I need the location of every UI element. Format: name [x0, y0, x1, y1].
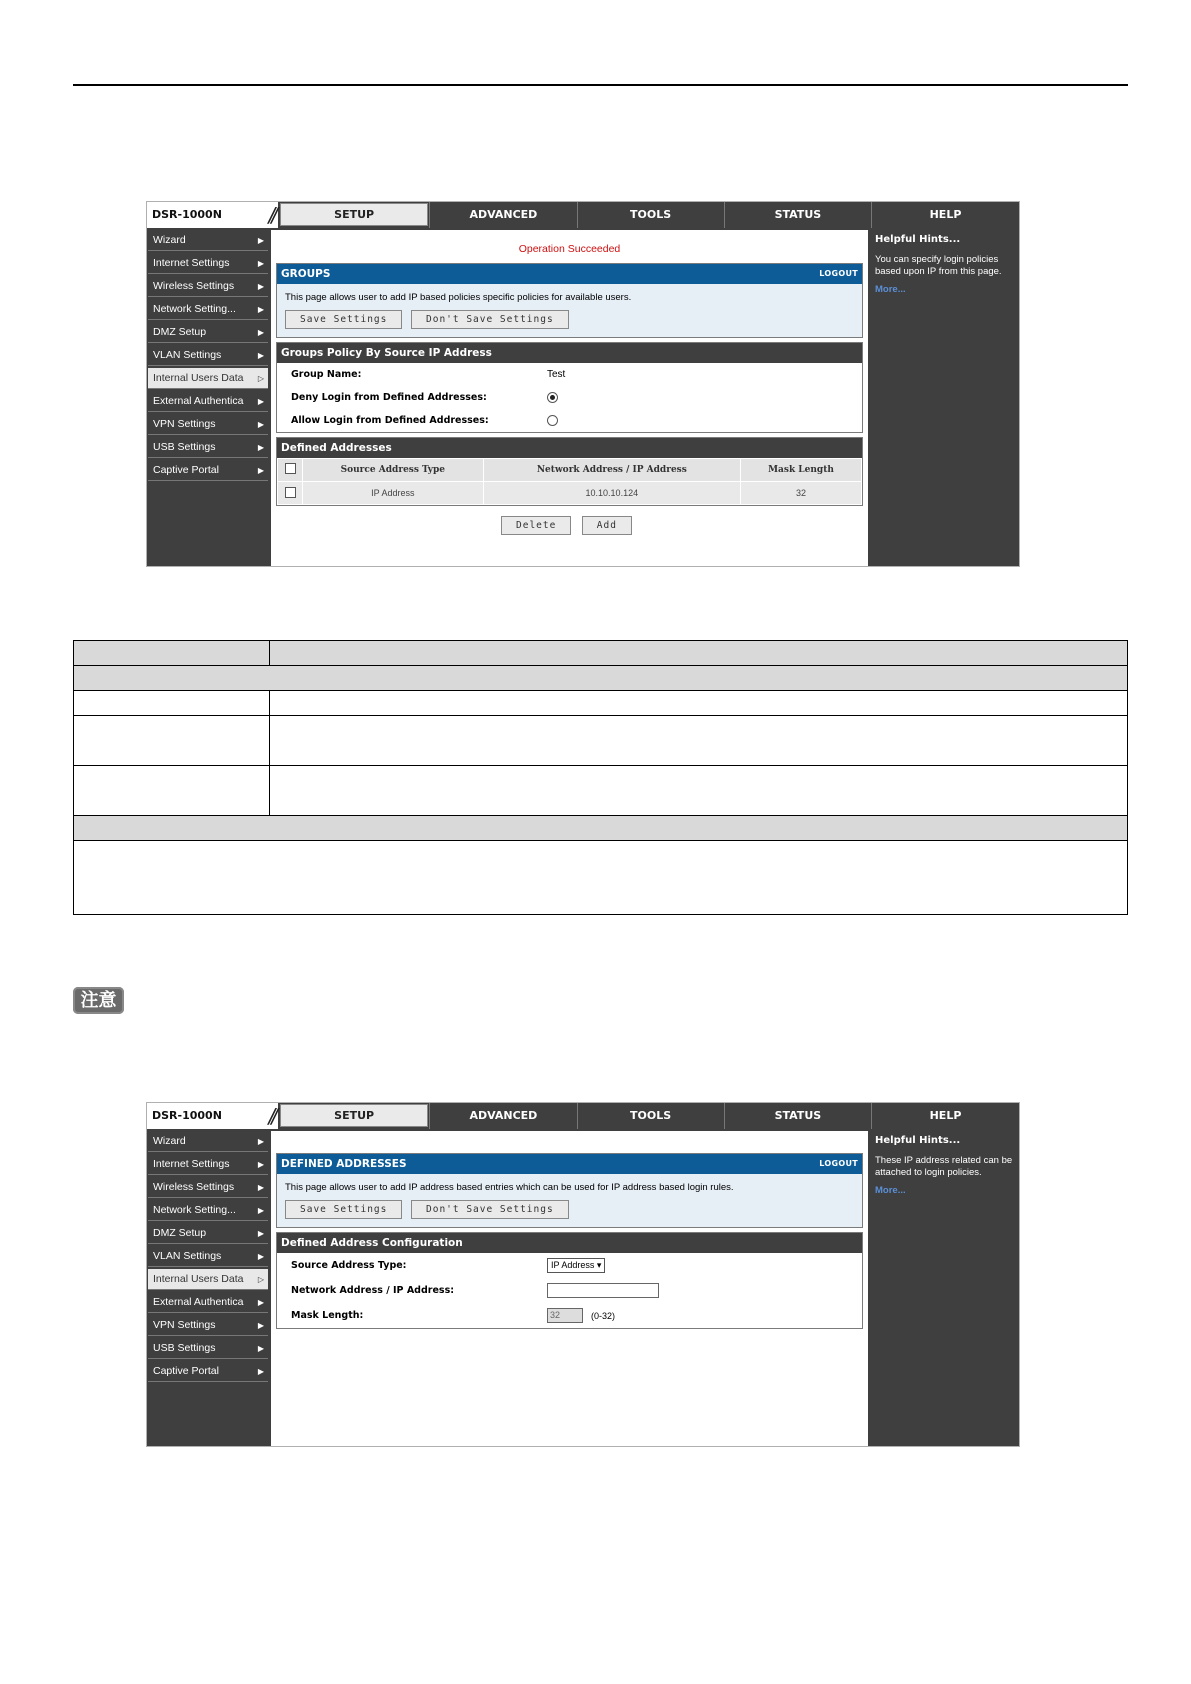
sidebar-item-vlan-settings[interactable]: VLAN Settings ▶: [148, 345, 268, 366]
sidebar: [148, 230, 268, 483]
defined-addresses-panel: [276, 1153, 863, 1228]
mask-length-input[interactable]: 32: [547, 1308, 583, 1323]
help-more-link[interactable]: More...: [875, 1185, 906, 1196]
sidebar-item-captive-portal[interactable]: Captive Portal ▶: [148, 460, 268, 481]
allow-login-radio[interactable]: [547, 415, 558, 426]
arrow-right-icon: ▶: [257, 1367, 264, 1376]
groups-description: This page allows user to add IP based policies specific policies for available users.: [285, 292, 632, 303]
sidebar-item-internal-users-data[interactable]: Internal Users Data ▷: [148, 1269, 268, 1290]
arrow-right-icon: ▶: [257, 1137, 264, 1146]
sidebar-item-network-settings[interactable]: Network Setting... ▶: [148, 1200, 268, 1221]
table-cell: [74, 766, 270, 816]
select-all-checkbox[interactable]: [285, 463, 296, 474]
network-address-label: Network Address / IP Address:: [291, 1285, 455, 1296]
address-config-panel: [276, 1232, 863, 1329]
defined-addresses-header: Defined Addresses: [277, 438, 862, 458]
save-settings-button[interactable]: Save Settings: [285, 310, 402, 329]
defined-addresses-screenshot: [146, 1102, 1020, 1447]
help-title: Helpful Hints...: [875, 234, 961, 245]
table-cell: 32: [741, 482, 862, 505]
main-content: [271, 230, 868, 566]
arrow-right-outline-icon: ▷: [257, 374, 264, 383]
logout-link[interactable]: LOGOUT: [819, 269, 858, 278]
sidebar-item-dmz-setup[interactable]: DMZ Setup ▶: [148, 1223, 268, 1244]
sidebar: [148, 1131, 268, 1384]
help-panel: [871, 1131, 1019, 1446]
sidebar-item-vlan-settings[interactable]: VLAN Settings ▶: [148, 1246, 268, 1267]
groups-panel: [276, 263, 863, 338]
arrow-right-icon: ▶: [257, 1229, 264, 1238]
help-text: You can specify login policies based upon IP from this page.: [875, 254, 1002, 277]
table-cell: [270, 766, 1128, 816]
dont-save-settings-button[interactable]: Don't Save Settings: [411, 1200, 569, 1219]
table-section-row: [74, 816, 1128, 841]
sidebar-item-network-settings[interactable]: Network Setting... ▶: [148, 299, 268, 320]
arrow-right-icon: ▶: [257, 305, 264, 314]
group-name-label: Group Name:: [291, 369, 362, 380]
operation-status-message: Operation Succeeded: [518, 243, 621, 255]
tab-status[interactable]: STATUS: [724, 202, 871, 228]
table-cell: [74, 691, 270, 716]
arrow-right-icon: ▶: [257, 1298, 264, 1307]
table-cell: [74, 841, 1128, 915]
add-button[interactable]: Add: [582, 516, 632, 535]
arrow-right-icon: ▶: [257, 1321, 264, 1330]
policy-header: Groups Policy By Source IP Address: [277, 343, 862, 363]
defined-addresses-description-box: [277, 1174, 862, 1227]
sidebar-item-vpn-settings[interactable]: VPN Settings ▶: [148, 414, 268, 435]
arrow-right-outline-icon: ▷: [257, 1275, 264, 1284]
sidebar-item-wizard[interactable]: Wizard ▶: [148, 1131, 268, 1152]
sidebar-item-internet-settings[interactable]: Internet Settings ▶: [148, 1154, 268, 1175]
sidebar-item-wireless-settings[interactable]: Wireless Settings ▶: [148, 276, 268, 297]
note-badge: 注意: [73, 987, 124, 1014]
logout-link[interactable]: LOGOUT: [819, 1159, 858, 1168]
sidebar-item-dmz-setup[interactable]: DMZ Setup ▶: [148, 322, 268, 343]
product-logo: DSR-1000N //: [147, 202, 278, 228]
tab-advanced[interactable]: ADVANCED: [429, 1103, 576, 1129]
column-header: Network Address / IP Address: [483, 459, 740, 482]
tab-help[interactable]: HELP: [871, 202, 1019, 228]
source-address-type-row: [277, 1253, 862, 1278]
network-address-input[interactable]: [547, 1283, 659, 1298]
sidebar-item-usb-settings[interactable]: USB Settings ▶: [148, 1338, 268, 1359]
table-cell: [270, 716, 1128, 766]
tab-status[interactable]: STATUS: [724, 1103, 871, 1129]
tab-setup[interactable]: SETUP: [280, 203, 428, 226]
sidebar-item-external-authentication[interactable]: External Authentica ▶: [148, 1292, 268, 1313]
arrow-right-icon: ▶: [257, 1252, 264, 1261]
policy-panel: [276, 342, 863, 433]
defined-addresses-panel: [276, 437, 863, 506]
page-top-rule: [73, 84, 1128, 86]
arrow-right-icon: ▶: [257, 420, 264, 429]
table-row: [278, 482, 862, 505]
save-settings-button[interactable]: Save Settings: [285, 1200, 402, 1219]
sidebar-item-internal-users-data[interactable]: Internal Users Data ▷: [148, 368, 268, 389]
defined-addresses-table: [277, 458, 862, 505]
arrow-right-icon: ▶: [257, 1183, 264, 1192]
sidebar-item-wireless-settings[interactable]: Wireless Settings ▶: [148, 1177, 268, 1198]
sidebar-item-usb-settings[interactable]: USB Settings ▶: [148, 437, 268, 458]
arrow-right-icon: ▶: [257, 282, 264, 291]
source-address-type-label: Source Address Type:: [291, 1260, 407, 1271]
arrow-right-icon: ▶: [257, 397, 264, 406]
sidebar-item-wizard[interactable]: Wizard ▶: [148, 230, 268, 251]
top-navigation: [147, 1103, 1019, 1129]
chevron-down-icon: ▾: [596, 1260, 602, 1270]
mask-length-hint: (0-32): [591, 1310, 616, 1321]
table-header-cell: [74, 641, 270, 666]
sidebar-item-internet-settings[interactable]: Internet Settings ▶: [148, 253, 268, 274]
dont-save-settings-button[interactable]: Don't Save Settings: [411, 310, 569, 329]
arrow-right-icon: ▶: [257, 236, 264, 245]
help-title: Helpful Hints...: [875, 1135, 961, 1146]
arrow-right-icon: ▶: [257, 1344, 264, 1353]
sidebar-item-captive-portal[interactable]: Captive Portal ▶: [148, 1361, 268, 1382]
group-name-row: [277, 363, 862, 386]
allow-login-label: Allow Login from Defined Addresses:: [291, 415, 489, 426]
sidebar-item-external-authentication[interactable]: External Authentica ▶: [148, 391, 268, 412]
row-checkbox[interactable]: [285, 487, 296, 498]
table-cell: [74, 716, 270, 766]
deny-login-label: Deny Login from Defined Addresses:: [291, 392, 487, 403]
parameter-table: [73, 640, 1128, 915]
arrow-right-icon: ▶: [257, 259, 264, 268]
tab-advanced[interactable]: ADVANCED: [429, 202, 576, 228]
groups-description-box: [277, 284, 862, 337]
deny-login-radio[interactable]: [547, 392, 558, 403]
arrow-right-icon: ▶: [257, 1206, 264, 1215]
arrow-right-icon: ▶: [257, 466, 264, 475]
help-panel: [871, 230, 1019, 566]
tab-setup[interactable]: SETUP: [280, 1104, 428, 1127]
table-cell: IP Address: [303, 482, 484, 505]
help-more-link[interactable]: More...: [875, 284, 906, 295]
table-cell: [270, 691, 1128, 716]
tab-tools[interactable]: TOOLS: [577, 202, 724, 228]
tab-help[interactable]: HELP: [871, 1103, 1019, 1129]
group-name-value: Test: [547, 369, 566, 380]
main-content: [271, 1131, 868, 1446]
mask-length-label: Mask Length:: [291, 1310, 364, 1321]
deny-login-row: [277, 386, 862, 409]
column-header: Source Address Type: [303, 459, 484, 482]
groups-header: GROUPS LOGOUT: [277, 264, 862, 284]
defined-addresses-description: This page allows user to add IP address based entries which can be used for IP address based login rules.: [285, 1182, 734, 1193]
network-address-row: [277, 1278, 862, 1303]
arrow-right-icon: ▶: [257, 1160, 264, 1169]
tab-tools[interactable]: TOOLS: [577, 1103, 724, 1129]
product-logo: DSR-1000N //: [147, 1103, 278, 1129]
table-header-cell: [270, 641, 1128, 666]
sidebar-item-vpn-settings[interactable]: VPN Settings ▶: [148, 1315, 268, 1336]
top-navigation: [147, 202, 1019, 228]
defined-addresses-header: DEFINED ADDRESSES LOGOUT: [277, 1154, 862, 1174]
arrow-right-icon: ▶: [257, 443, 264, 452]
source-address-type-select[interactable]: IP Address ▾: [547, 1258, 605, 1273]
help-text: These IP address related can be attached to login policies.: [875, 1155, 1013, 1178]
allow-login-row: [277, 409, 862, 432]
groups-policy-screenshot: [146, 201, 1020, 567]
mask-length-row: [277, 1303, 862, 1328]
table-cell: 10.10.10.124: [483, 482, 740, 505]
arrow-right-icon: ▶: [257, 351, 264, 360]
table-section-row: [74, 666, 1128, 691]
delete-button[interactable]: Delete: [501, 516, 571, 535]
arrow-right-icon: ▶: [257, 328, 264, 337]
address-config-header: Defined Address Configuration: [277, 1233, 862, 1253]
column-header: Mask Length: [741, 459, 862, 482]
